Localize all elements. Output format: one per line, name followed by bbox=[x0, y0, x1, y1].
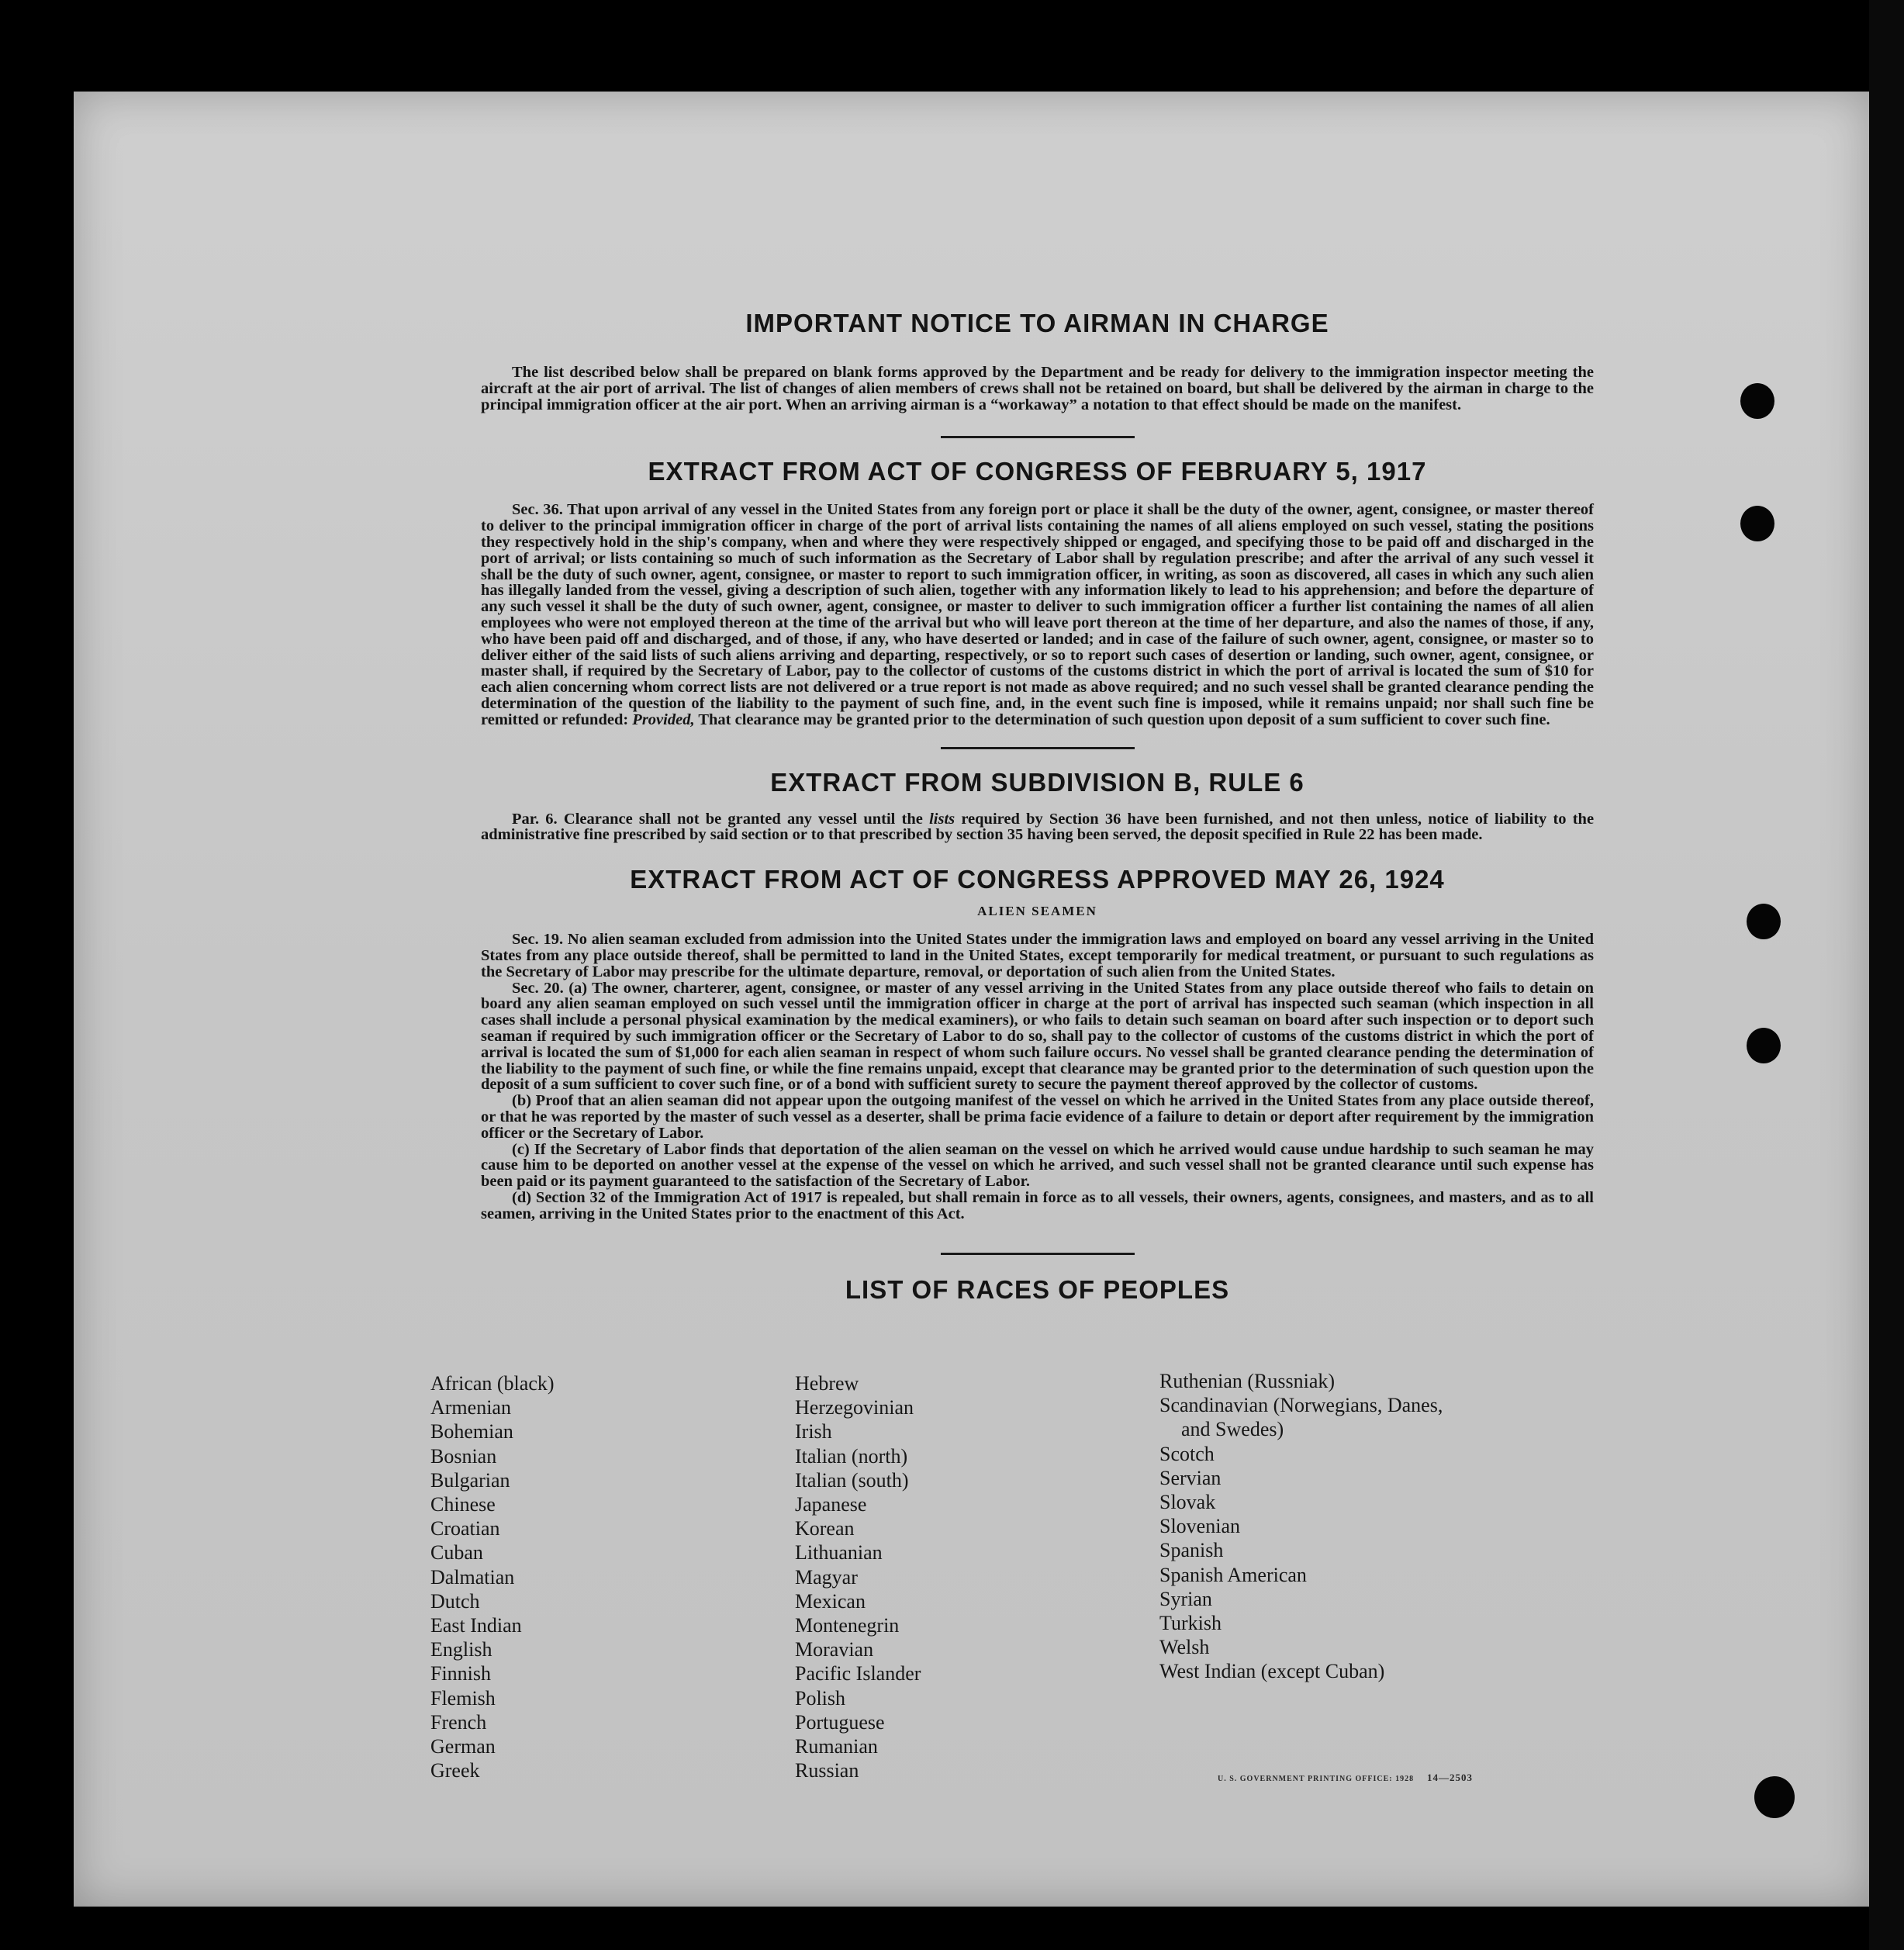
sec-label: Sec. 36. bbox=[512, 501, 563, 519]
race-list-item: Russian bbox=[795, 1759, 859, 1782]
race-list-item: Cuban bbox=[430, 1541, 483, 1564]
printing-office-imprint: U. S. GOVERNMENT PRINTING OFFICE: 1928 bbox=[1218, 1775, 1415, 1783]
race-list-item: Montenegrin bbox=[795, 1614, 900, 1637]
extract-1917-sec36: Sec. 36. That upon arrival of any vessel in the United States from any foreign port or place it shall be the duty of the owner, agent, consignee, or master thereof to deliver to the principal immigration officer in charge of the port of arrival lists containing the names of all aliens employed on such vessel, stating the positions they respectively hold in the ship's company, when and where they were respectively shipped or engaged, and specifying those to be paid off and discharged in the port of arrival; or lists containing so much of such information as the Secretary of Labor shall by regulation prescribe; and after the arrival of any such vessel it shall be the duty of such owner, agent, consignee, or master to report to such immigration officer, in writing, as soon as discovered, all cases in which any such alien has illegally landed from the vessel, giving a description of such alien, together with any information likely to lead to his apprehension; and before the departure of any such vessel it shall be the duty of such owner, agent, consignee, or master to deliver to such immigration officer a further list containing the names of all alien employees who were not employed thereon at the time of the arrival but who will leave port thereon at the time of her departure, and also the names of those, if any, who have been paid off and discharged, and of those, if any, who have deserted or landed; and in case of the failure of such owner, agent, consignee, or master so to deliver either of the said lists of such aliens arriving and departing, respectively, or so to report such cases of desertion or landing, such owner, agent, consignee, or master shall, if required by the Secretary of Labor, pay to the collector of customs of the customs district in which the port of arrival is located the sum of $10 for each alien concerning whom correct lists are not delivered or a true report is not made as above required; and no such vessel shall be granted clearance pending the determination of the question of the liability to the payment of such fine, and, in the event such fine is imposed, while it remains unpaid; nor shall such fine be remitted or refunded: Provided, That clearance may be granted prior to the determination of such question upon deposit of a sum sufficient to cover such fine. bbox=[481, 501, 1595, 728]
race-list-item: Polish bbox=[795, 1686, 846, 1710]
races-title: LIST OF RACES OF PEOPLES bbox=[845, 1275, 1230, 1305]
race-list-item: Italian (north) bbox=[795, 1444, 908, 1468]
race-list-item: Croatian bbox=[430, 1517, 500, 1540]
extract-1924-title: EXTRACT FROM ACT OF CONGRESS APPROVED MAY 26, 1924 bbox=[630, 865, 1445, 894]
race-list-item: and Swedes) bbox=[1181, 1418, 1284, 1441]
races-column-2 bbox=[795, 1371, 921, 1782]
race-list-item: Syrian bbox=[1159, 1587, 1212, 1610]
race-list-item: Turkish bbox=[1159, 1612, 1222, 1635]
race-list-item: Japanese bbox=[795, 1493, 867, 1516]
race-list-item: East Indian bbox=[430, 1614, 522, 1637]
race-list-item: Slovak bbox=[1159, 1491, 1216, 1514]
race-list-item: Herzegovinian bbox=[795, 1396, 914, 1419]
race-list-item: Greek bbox=[430, 1759, 480, 1782]
race-list-item: Armenian bbox=[430, 1396, 511, 1419]
race-list-item: Chinese bbox=[430, 1493, 496, 1516]
divider bbox=[941, 436, 1135, 438]
race-list-item: German bbox=[430, 1735, 496, 1758]
notice-text: The list described below shall be prepared on blank forms approved by the Department and be ready for delivery to the immigration inspector meeting the aircraft at the air port of arrival. The list of changes of alien members of crews shall not be retained on board, but shall be delivered by the airman in charge to the principal immigration officer at the air port. When an arriving airman is a “workaway” a notation to that effect should be made on the manifest. bbox=[481, 364, 1594, 413]
race-list-item: Bulgarian bbox=[430, 1468, 510, 1492]
punch-hole bbox=[1747, 904, 1781, 939]
notice-title: IMPORTANT NOTICE TO AIRMAN IN CHARGE bbox=[745, 309, 1329, 337]
race-list-item: Slovenian bbox=[1159, 1515, 1240, 1538]
race-list-item: Servian bbox=[1159, 1466, 1222, 1489]
races-column-1 bbox=[430, 1371, 555, 1782]
sec19: Sec. 19. No alien seaman excluded from admission into the United States under the immigration laws and employed on board any vessel arriving in the United States from any place outside thereof, shall be permitted to land in the United States, except temporarily for medical treatment, or pursuant to such regulations as the Secretary of Labor may prescribe for the ultimate departure, removal, or deportation of such alien from the United States. bbox=[481, 931, 1594, 980]
race-list-item: Lithuanian bbox=[795, 1541, 883, 1564]
sec20-d: (d) Section 32 of the Immigration Act of 1917 is repealed, but shall remain in force as to all vessels, their owners, agents, consignees, and masters, and as to all seamen, arriving in the United States prior to the enactment of this Act. bbox=[481, 1188, 1594, 1222]
punch-hole bbox=[1740, 506, 1774, 541]
race-list-item: English bbox=[430, 1638, 492, 1661]
document-body bbox=[481, 309, 1594, 1305]
punch-hole bbox=[1740, 383, 1774, 419]
race-list-item: French bbox=[430, 1710, 487, 1734]
race-list-item: Rumanian bbox=[795, 1735, 878, 1758]
extract-rule6-par6: Par. 6. Clearance shall not be granted any vessel until the lists required by Section 36 have been furnished, and not then unless, notice of liability to the administrative fine prescribed by said section or to that prescribed by section 35 having been served, the deposit specified in Rule 22 has been made. bbox=[481, 810, 1595, 844]
punch-hole bbox=[1754, 1776, 1795, 1818]
race-list-item: Korean bbox=[795, 1517, 855, 1540]
race-list-item: Ruthenian (Russniak) bbox=[1159, 1370, 1336, 1392]
sec20-a: Sec. 20. (a) The owner, charterer, agent, consignee, or master of any vessel arriving in the United States from any place outside thereof who fails to detain on board any alien seaman employed on such vessel until the immigration officer in charge at the port of arrival has inspected such seaman (which inspection in all cases shall include a personal physical examination by the medical examiners), or who fails to detain such seaman on board after such inspection or to deport such seaman if required by such immigration officer or the Secretary of Labor to do so, shall pay to the collector of customs of the customs district in which the port of arrival is located the sum of $1,000 for each alien seaman in respect of whom such failure occurs. No vessel shall be granted clearance pending the determination of the liability to the payment of such fine, or while the fine remains unpaid, except that clearance may be granted prior to the determination of such question upon the deposit of a sum sufficient to cover such fine, or of a bond with sufficient surety to secure the payment thereof approved by the collector of customs. bbox=[481, 979, 1595, 1094]
race-list-item: Pacific Islander bbox=[795, 1662, 921, 1686]
race-list-item: Scotch bbox=[1159, 1442, 1215, 1465]
race-list-item: Spanish bbox=[1159, 1539, 1224, 1562]
document-page bbox=[74, 92, 1869, 1907]
race-list-item: West Indian (except Cuban) bbox=[1159, 1660, 1385, 1683]
extract-1917-title: EXTRACT FROM ACT OF CONGRESS OF FEBRUARY 5, 1917 bbox=[648, 457, 1427, 486]
sec20-c: (c) If the Secretary of Labor finds that deportation of the alien seaman on the vessel on which he arrived would cause undue hardship to such seaman he may cause him to be deported on another vessel at the expense of the vessel on which he arrived, and such vessel shall not be granted clearance until such expense has been paid or its payment guaranteed to the satisfaction of the Secretary of Labor. bbox=[481, 1140, 1594, 1191]
race-list-item: Irish bbox=[795, 1420, 832, 1443]
race-list-item: Flemish bbox=[430, 1686, 496, 1710]
race-list-item: Mexican bbox=[795, 1589, 866, 1613]
race-list-item: Hebrew bbox=[795, 1372, 859, 1395]
race-list-item: Dutch bbox=[430, 1589, 480, 1613]
race-list-item: Magyar bbox=[795, 1565, 858, 1589]
divider bbox=[941, 1253, 1135, 1255]
divider bbox=[941, 747, 1135, 749]
race-list-item: Bohemian bbox=[430, 1420, 513, 1443]
race-list-item: Italian (south) bbox=[795, 1468, 909, 1492]
punch-hole bbox=[1747, 1028, 1781, 1063]
form-number: 14—2503 bbox=[1427, 1772, 1473, 1783]
sec20-b: (b) Proof that an alien seaman did not appear upon the outgoing manifest of the vessel on which he arrived in the United States from any place outside thereof, or that he was reported by the master of such vessel as a deserter, shall be prima facie evidence of a failure to detain or deport after requirement by the immigration officer or the Secretary of Labor. bbox=[481, 1092, 1594, 1142]
scan-border bbox=[1869, 0, 1904, 1950]
extract-rule6-title: EXTRACT FROM SUBDIVISION B, RULE 6 bbox=[770, 767, 1304, 797]
race-list-item: Moravian bbox=[795, 1638, 874, 1661]
race-list-item: Finnish bbox=[430, 1662, 492, 1686]
race-list-item: Portuguese bbox=[795, 1710, 885, 1734]
race-list-item: African (black) bbox=[430, 1372, 555, 1395]
race-list-item: Spanish American bbox=[1159, 1563, 1307, 1586]
alien-seamen-subtitle: ALIEN SEAMEN bbox=[977, 904, 1097, 919]
race-list-item: Welsh bbox=[1159, 1636, 1210, 1659]
race-list-item: Dalmatian bbox=[430, 1565, 515, 1589]
race-list-item: Scandinavian (Norwegians, Danes, bbox=[1159, 1394, 1443, 1417]
race-list-item: Bosnian bbox=[430, 1444, 497, 1468]
races-column-3 bbox=[1159, 1369, 1443, 1684]
